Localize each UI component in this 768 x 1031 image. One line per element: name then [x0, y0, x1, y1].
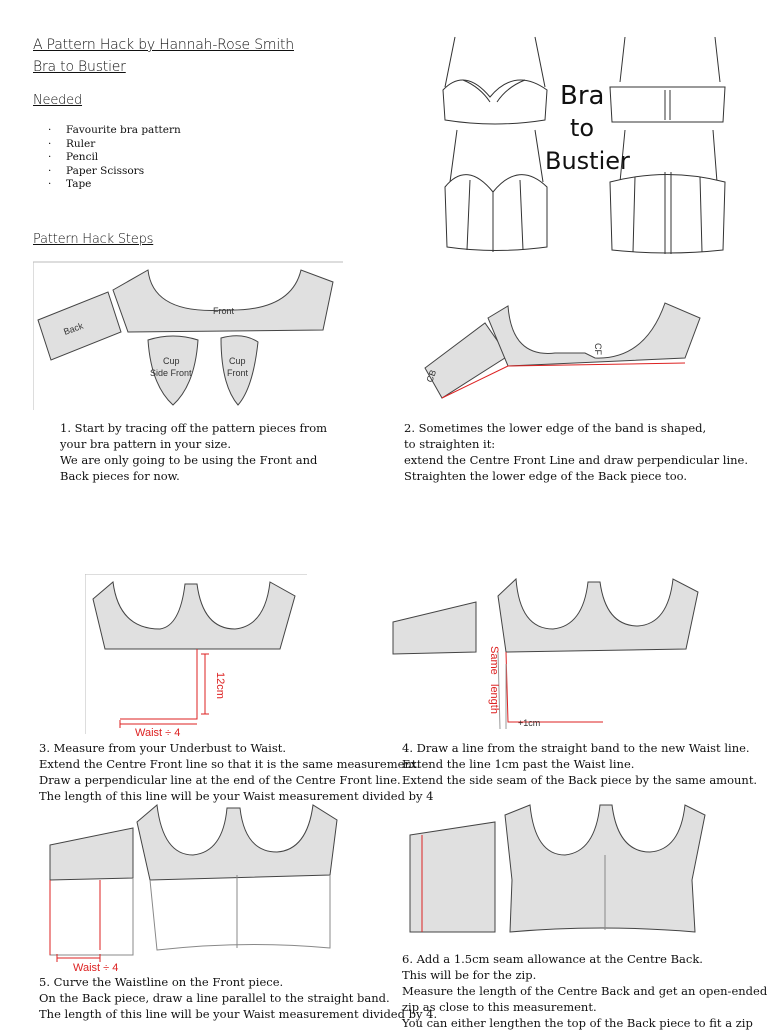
figure-2-straightened-band — [420, 288, 720, 403]
back-label: Back — [62, 320, 85, 337]
front-label: Front — [213, 306, 235, 316]
list-item: · Ruler — [48, 138, 181, 152]
cup-side-label-2: Side Front — [150, 368, 192, 378]
hero-word-bra: Bra — [560, 81, 605, 111]
cup-front-label-1: Cup — [229, 356, 246, 366]
cf-label: CF — [593, 343, 603, 355]
step-1-caption: 1. Start by tracing off the pattern pieces from your bra pattern in your size. We are only going to be using the Front and Back pieces for now. — [60, 421, 328, 483]
step-3-caption: 3. Measure from your Underbust to Waist. Extend the Centre Front line so that it is the same measurement. Draw a perpendicular line at the end of the Centre Front line. The length of this line will be your Waist measurement divided by 4 — [39, 741, 434, 803]
hero-word-to: to — [570, 114, 595, 142]
bra-to-bustier-illustration — [435, 32, 735, 260]
needed-heading: Needed — [33, 93, 83, 108]
step-4-caption: 4. Draw a line from the straight band to the new Waist line. Extend the line 1cm past the Waist line. Extend the side seam of the Back piece by the same amount. — [402, 741, 758, 787]
measure-12cm-label: 12cm — [214, 672, 226, 699]
same-label: Same — [488, 646, 500, 675]
figure-3-waist-measurement — [85, 574, 310, 739]
step-5-caption: 5. Curve the Waistline on the Front piece. On the Back piece, draw a line parallel to the straight band. The length of this line will be your Waist measurement divided by 4. — [39, 975, 438, 1021]
steps-heading: Pattern Hack Steps — [33, 232, 154, 247]
needed-list — [48, 124, 181, 192]
step-2-caption: 2. Sometimes the lower edge of the band is shaped, to straighten it: extend the Centre Front Line and draw perpendicular line. Straighten the lower edge of the Back piece too. — [404, 421, 749, 483]
figure-1-pattern-pieces — [33, 260, 345, 410]
document-title: A Pattern Hack by Hannah-Rose Smith — [33, 37, 294, 53]
list-item: · Tape — [48, 178, 181, 192]
list-item: · Paper Scissors — [48, 165, 181, 179]
waist-quarter-label: Waist ÷ 4 — [135, 727, 181, 739]
cup-side-label-1: Cup — [163, 356, 180, 366]
list-item: · Pencil — [48, 151, 181, 165]
hero-word-bustier: Bustier — [545, 147, 630, 175]
figure-5-curved-waistline — [45, 800, 350, 972]
figure-4-side-seam — [388, 574, 713, 734]
cup-front-label-2: Front — [227, 368, 249, 378]
list-item: · Favourite bra pattern — [48, 124, 181, 138]
cb-label: CB — [424, 368, 439, 384]
figure-6-seam-allowance — [400, 800, 720, 945]
document-subtitle: Bra to Bustier — [33, 59, 126, 75]
plus-1cm-label: +1cm — [518, 718, 541, 728]
step-6-caption: 6. Add a 1.5cm seam allowance at the Centre Back. This will be for the zip. Measure the length of the Centre Back and get an open-ended zip as close to this measurement. You can either lengthen the top of the Back piece to fit a zip — [402, 952, 768, 1030]
length-label: length — [488, 684, 500, 714]
waist-quarter-label-2: Waist ÷ 4 — [73, 962, 119, 972]
